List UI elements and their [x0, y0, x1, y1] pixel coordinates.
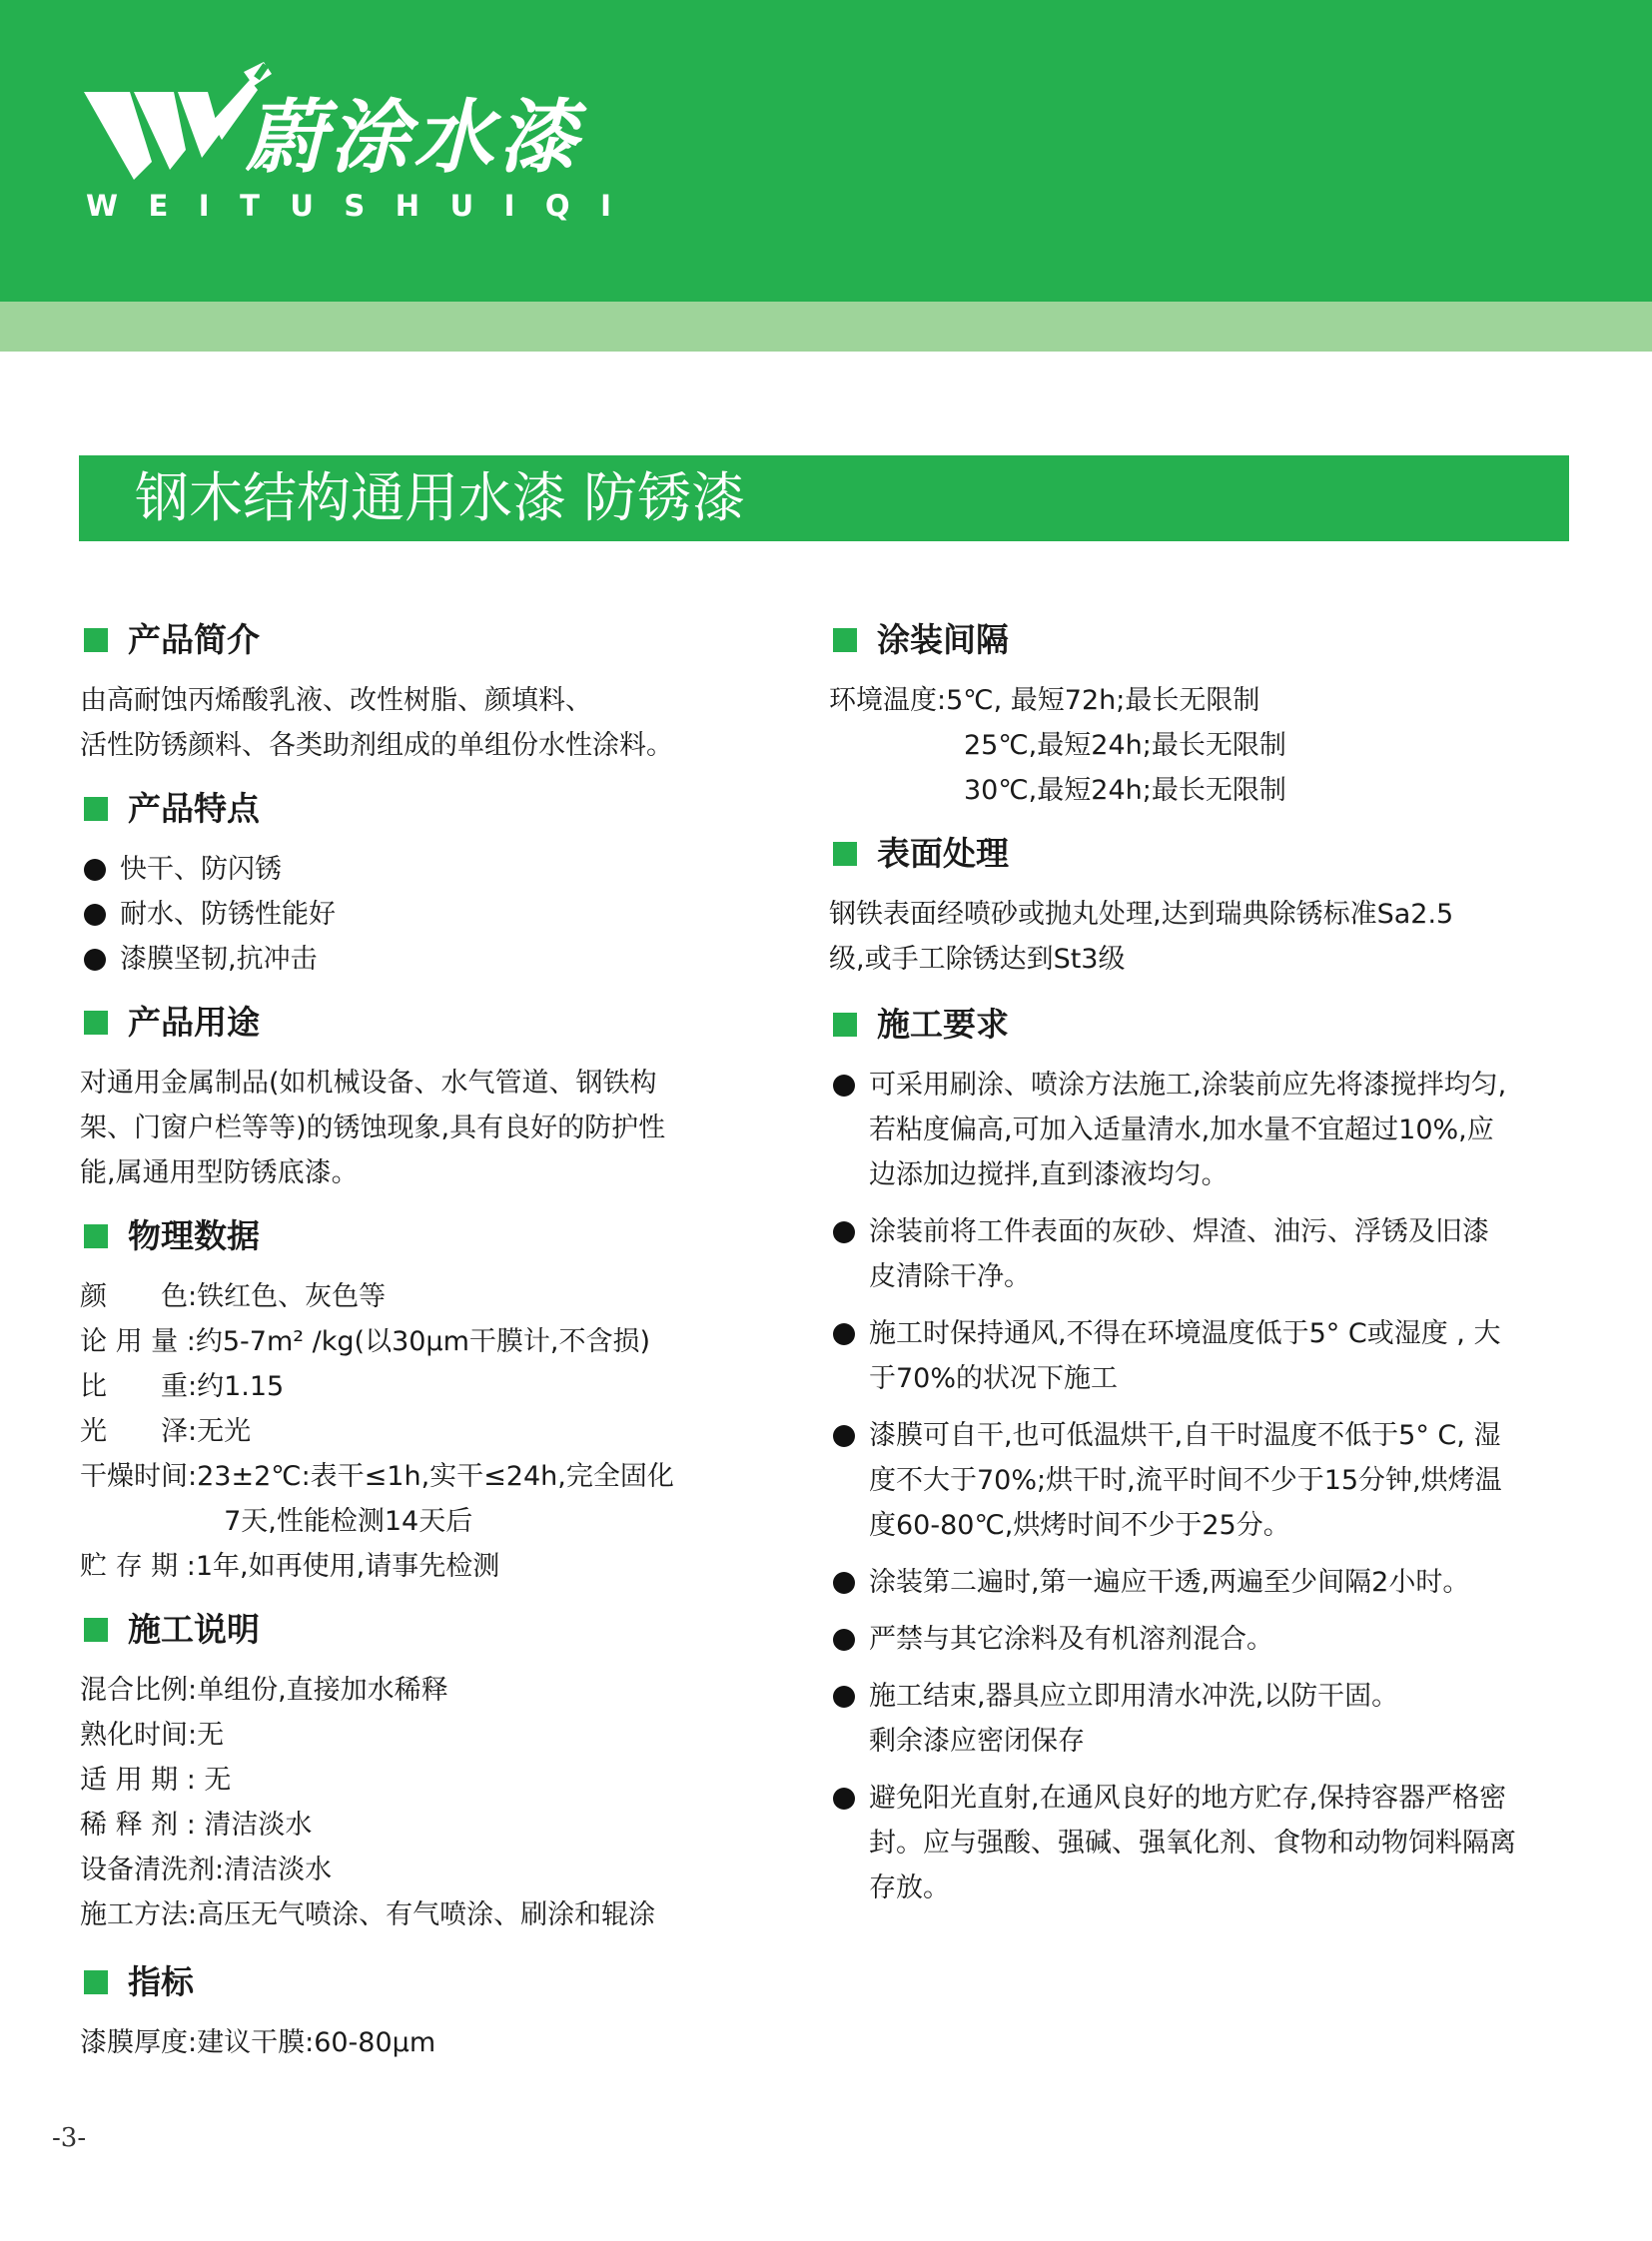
text-line: 熟化时间:无: [80, 1720, 225, 1751]
section-heading: 产品简介: [80, 619, 759, 661]
list-item: 施工时保持通风,不得在环境温度低于5° C或湿度 , 大 于70%的状况下施工: [829, 1311, 1578, 1401]
text-line: 25℃,最短24h;最长无限制: [829, 730, 1286, 761]
square-bullet-icon: [833, 628, 857, 652]
section-surface: [829, 833, 1578, 982]
intro-text: [80, 678, 759, 768]
list-item: 漆膜可自干,也可低温烘干,自干时温度不低于5° C, 湿 度不大于70%;烘干时,流平时间不少于15分钟,烘烤温 度60-80℃,烘烤时间不少于25分。: [829, 1413, 1578, 1548]
bullet-dot-icon: [833, 1686, 855, 1708]
list-item: 涂装前将工件表面的灰砂、焊渣、油污、浮锈及旧漆 皮清除干净。: [829, 1209, 1578, 1299]
index-text: [80, 2020, 759, 2065]
section-usage: [80, 1002, 759, 1195]
brand-name-cn: 蔚涂水漆: [246, 91, 581, 184]
data-row: 干燥时间: 23±2℃:表干≤1h,实干≤24h,完全固化 7天,性能检测14天后: [80, 1461, 674, 1537]
square-bullet-icon: [84, 797, 108, 821]
features-list: [80, 847, 759, 982]
text-line: 环境温度:5℃, 最短72h;最长无限制: [829, 685, 1260, 716]
product-title-bar: [79, 455, 1569, 541]
data-row: 论 用 量 : 约5-7m² /kg(以30μm干膜计,不含损): [80, 1326, 651, 1357]
text-line: 30℃,最短24h;最长无限制: [829, 775, 1286, 806]
bullet-dot-icon: [833, 1075, 855, 1097]
bullet-dot-icon: [833, 1788, 855, 1810]
list-item: 漆膜坚韧,抗冲击: [80, 937, 759, 982]
list-item: 可采用刷涂、喷涂方法施工,涂装前应先将漆搅拌均匀, 若粘度偏高,可加入适量清水,加水量不宜超过10%,应 边添加边搅拌,直到漆液均匀。: [829, 1063, 1578, 1197]
surface-text: [829, 892, 1578, 982]
text-line: 适 用 期 : 无: [80, 1765, 232, 1796]
header-stripe: [0, 302, 1652, 352]
section-heading: 产品用途: [80, 1002, 759, 1044]
section-heading: 指标: [80, 1961, 759, 2003]
section-index: [80, 1961, 759, 2065]
bullet-dot-icon: [84, 859, 106, 881]
data-row: 贮 存 期 : 1年,如再使用,请事先检测: [80, 1551, 500, 1582]
data-row: 比 重: 约1.15: [80, 1371, 285, 1402]
section-intro: [80, 619, 759, 768]
square-bullet-icon: [84, 1970, 108, 1994]
section-heading: 物理数据: [80, 1215, 759, 1257]
section-requirements: [829, 1004, 1578, 1910]
brand-name-en: WEITUSHUIQI: [86, 189, 642, 223]
bullet-dot-icon: [833, 1629, 855, 1651]
data-row: 颜 色: 铁红色、灰色等: [80, 1281, 387, 1312]
square-bullet-icon: [84, 1011, 108, 1035]
interval-text: [829, 678, 1578, 813]
list-item: 涂装第二遍时,第一遍应干透,两遍至少间隔2小时。: [829, 1560, 1578, 1605]
bullet-dot-icon: [833, 1572, 855, 1594]
square-bullet-icon: [833, 842, 857, 866]
page-number: -3-: [52, 2123, 87, 2153]
bullet-dot-icon: [84, 904, 106, 926]
section-heading: 施工说明: [80, 1609, 759, 1651]
section-heading: 涂装间隔: [829, 619, 1578, 661]
text-line: 混合比例:单组份,直接加水稀释: [80, 1675, 448, 1706]
bullet-dot-icon: [84, 949, 106, 971]
square-bullet-icon: [84, 1224, 108, 1248]
text-line: 能,属通用型防锈底漆。: [80, 1157, 359, 1188]
section-heading: 产品特点: [80, 788, 759, 830]
text-line: 活性防锈颜料、各类助剂组成的单组份水性涂料。: [80, 730, 673, 761]
list-item: 严禁与其它涂料及有机溶剂混合。: [829, 1617, 1578, 1662]
text-line: 稀 释 剂 : 清洁淡水: [80, 1810, 313, 1841]
text-line: 钢铁表面经喷砂或抛丸处理,达到瑞典除锈标准Sa2.5: [829, 899, 1454, 930]
section-interval: [829, 619, 1578, 813]
section-application: [80, 1609, 759, 1937]
square-bullet-icon: [84, 628, 108, 652]
left-column: [80, 619, 759, 2065]
list-item: 快干、防闪锈: [80, 847, 759, 892]
product-title: 钢木结构通用水漆 防锈漆: [135, 466, 746, 529]
bullet-dot-icon: [833, 1425, 855, 1447]
list-item: 避免阳光直射,在通风良好的地方贮存,保持容器严格密 封。应与强酸、强碱、强氧化剂、食物和动物饲料隔离 存放。: [829, 1776, 1578, 1910]
bullet-dot-icon: [833, 1221, 855, 1243]
section-heading: 施工要求: [829, 1004, 1578, 1046]
list-item: 施工结束,器具应立即用清水冲洗,以防干固。 剩余漆应密闭保存: [829, 1674, 1578, 1764]
section-physical-data: [80, 1215, 759, 1589]
text-line: 由高耐蚀丙烯酸乳液、改性树脂、颜填料、: [80, 685, 592, 716]
bullet-dot-icon: [833, 1323, 855, 1345]
text-line: 设备清洗剂:清洁淡水: [80, 1855, 333, 1885]
square-bullet-icon: [833, 1013, 857, 1037]
square-bullet-icon: [84, 1618, 108, 1642]
application-list: [80, 1668, 759, 1937]
text-line: 级,或手工除锈达到St3级: [829, 944, 1126, 975]
section-features: [80, 788, 759, 982]
requirements-list: [829, 1063, 1578, 1910]
list-item: 耐水、防锈性能好: [80, 892, 759, 937]
right-column: [829, 619, 1578, 1922]
text-line: 架、门窗户栏等等)的锈蚀现象,具有良好的防护性: [80, 1113, 666, 1143]
physical-data-list: [80, 1274, 759, 1589]
usage-text: [80, 1061, 759, 1195]
text-line: 对通用金属制品(如机械设备、水气管道、钢铁构: [80, 1068, 657, 1099]
section-heading: 表面处理: [829, 833, 1578, 875]
text-line: 施工方法:高压无气喷涂、有气喷涂、刷涂和辊涂: [80, 1899, 656, 1930]
text-line: 漆膜厚度:建议干膜:60-80μm: [80, 2027, 436, 2058]
data-row: 光 泽: 无光: [80, 1416, 252, 1447]
